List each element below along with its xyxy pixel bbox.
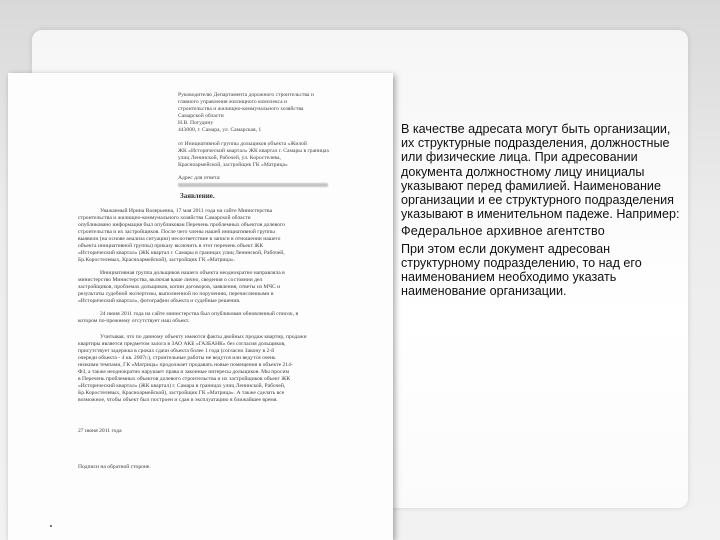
address-line: Руководителю Департамента дорожного строительства и (178, 92, 314, 98)
document-line: квартиры является предметом залога в ЗАО АКБ «ГАЗБАНК» без согласия дольщиков, (78, 341, 286, 347)
document-title: Заявление. (180, 192, 215, 200)
scan-speck (50, 525, 52, 527)
document-line: застройщиков, проблемах дольщиков, копии договоров, заявления, ответы из МЧС и (78, 284, 281, 290)
document-line: «Исторический квартал» (ЖК квартал г. Самары в границах улиц Ленинской, Рабочей, (78, 250, 285, 256)
document-line: котором по-прежнему отсутствует наш объект. (78, 318, 190, 324)
document-line: «Исторический квартал» (ЖК квартал) г. Самара в границах улиц Ленинской, Рабочей, (78, 383, 286, 389)
document-line: Бр.Коростелевых, Красноармейской), застройщик ГК «Матрица». А также сделать все (78, 390, 285, 396)
document-line: строительства и жилищно-коммунального хозяйства Самарской области (78, 215, 251, 221)
document-line: выявили (на основе анализа ситуации) несоответствие в записи в отношении нашего (78, 236, 281, 242)
signature-note: Подписи на обратной стороне. (78, 464, 151, 470)
document-line: министерство Министерства, включая ваше лично, сведения о состоянии дел (78, 277, 263, 283)
address-line: Красноармейской, застройщик ГК «Матрица» (178, 162, 288, 168)
document-line: опубликовано информация был опубликован Перечень проблемных объектов долевого (78, 222, 285, 228)
document-line: Бр.Коростелевых, Красноармейской), застройщик ГК «Матрица». (78, 257, 236, 263)
scanned-document-image (8, 73, 393, 540)
document-line: очереди объекта - 4 кв. 2007г.), строительные работы не ведутся или ведутся очень (78, 355, 276, 361)
document-line: низкими темпами, ГК «Матрица» продолжает продавать новые помещения в объекте 214- (78, 362, 293, 368)
slide-body-text (401, 122, 681, 298)
document-line: присутствует задержка в сроках сдачи объекта более 1 года (согласно Закону в 2-й (78, 348, 275, 354)
document-date: 27 июня 2011 года (78, 428, 122, 434)
address-line: строительства и жилищно-коммунального хозяйства (178, 106, 304, 112)
document-line: ФЗ, а также неоднократно нарушает права и законные интересы дольщиков. Мы просим (78, 369, 290, 375)
address-line: Н.В. Погудину (178, 120, 214, 126)
document-line: «Исторический квартал», фотографии объекта и судебные решения. (78, 298, 241, 304)
document-line: строительства и их застройщиков. После чего члены нашей инициативной группы (78, 229, 275, 235)
example-organization-name: Федеральное архивное агентство (401, 224, 605, 239)
document-line: Уважаемый Ирина Валерьевна, 17 мая 2011 года на сайте Министерства (100, 208, 273, 214)
document-line: возможное, чтобы объект был построен и сдан в эксплуатацию в ближайшее время. (78, 397, 278, 403)
body-paragraph: В качестве адресата могут быть организации, их структурные подразделения, должностные или физические лица. При адресовании документа должностному лицу инициалы указывают перед фамилией. Наименование организации и ее структурного подразделения указывают в именительном падеже. Например: (401, 122, 680, 222)
address-line: ЖК «Исторический квартал» ЖК квартал г. Самары в границах (178, 148, 330, 154)
address-line: Самарской области (178, 113, 224, 119)
document-line: 24 июня 2011 года на сайте министерства был опубликован обновленный список, в (100, 311, 299, 317)
address-line: 443000, г. Самара, ул. Самарская, 1 (178, 127, 262, 133)
document-line: Инициативная группа дольщиков нашего объекта неоднократно направляла в (100, 270, 285, 276)
address-line: улиц Ленинской, Рабочей, ул. Коростелева, (178, 155, 281, 161)
body-paragraph: При этом если документ адресован структурному подразделению, то над его наименованием необходимо указать наименование организации. (401, 241, 642, 299)
address-line: Адрес для ответа: (178, 175, 221, 181)
document-line: объекта инициативной группы) приказу включить в этот перечень объект ЖК (78, 243, 264, 249)
document-line: Учитывая, что по данному объекту имеются факты двойных продаж квартир, продажи (100, 334, 307, 340)
document-line: результаты судебной экспертизы, выполненной по поручению, перечисленными в (78, 291, 274, 297)
address-line: от Инициативной группы дольщиков объекта «Жилой (178, 141, 307, 147)
document-line: в Перечень проблемных объектов долевого строительства и их застройщиков объект ЖК (78, 376, 291, 382)
address-line: главного управления жилищного комплекса и (178, 99, 287, 105)
redacted-address (178, 183, 328, 187)
